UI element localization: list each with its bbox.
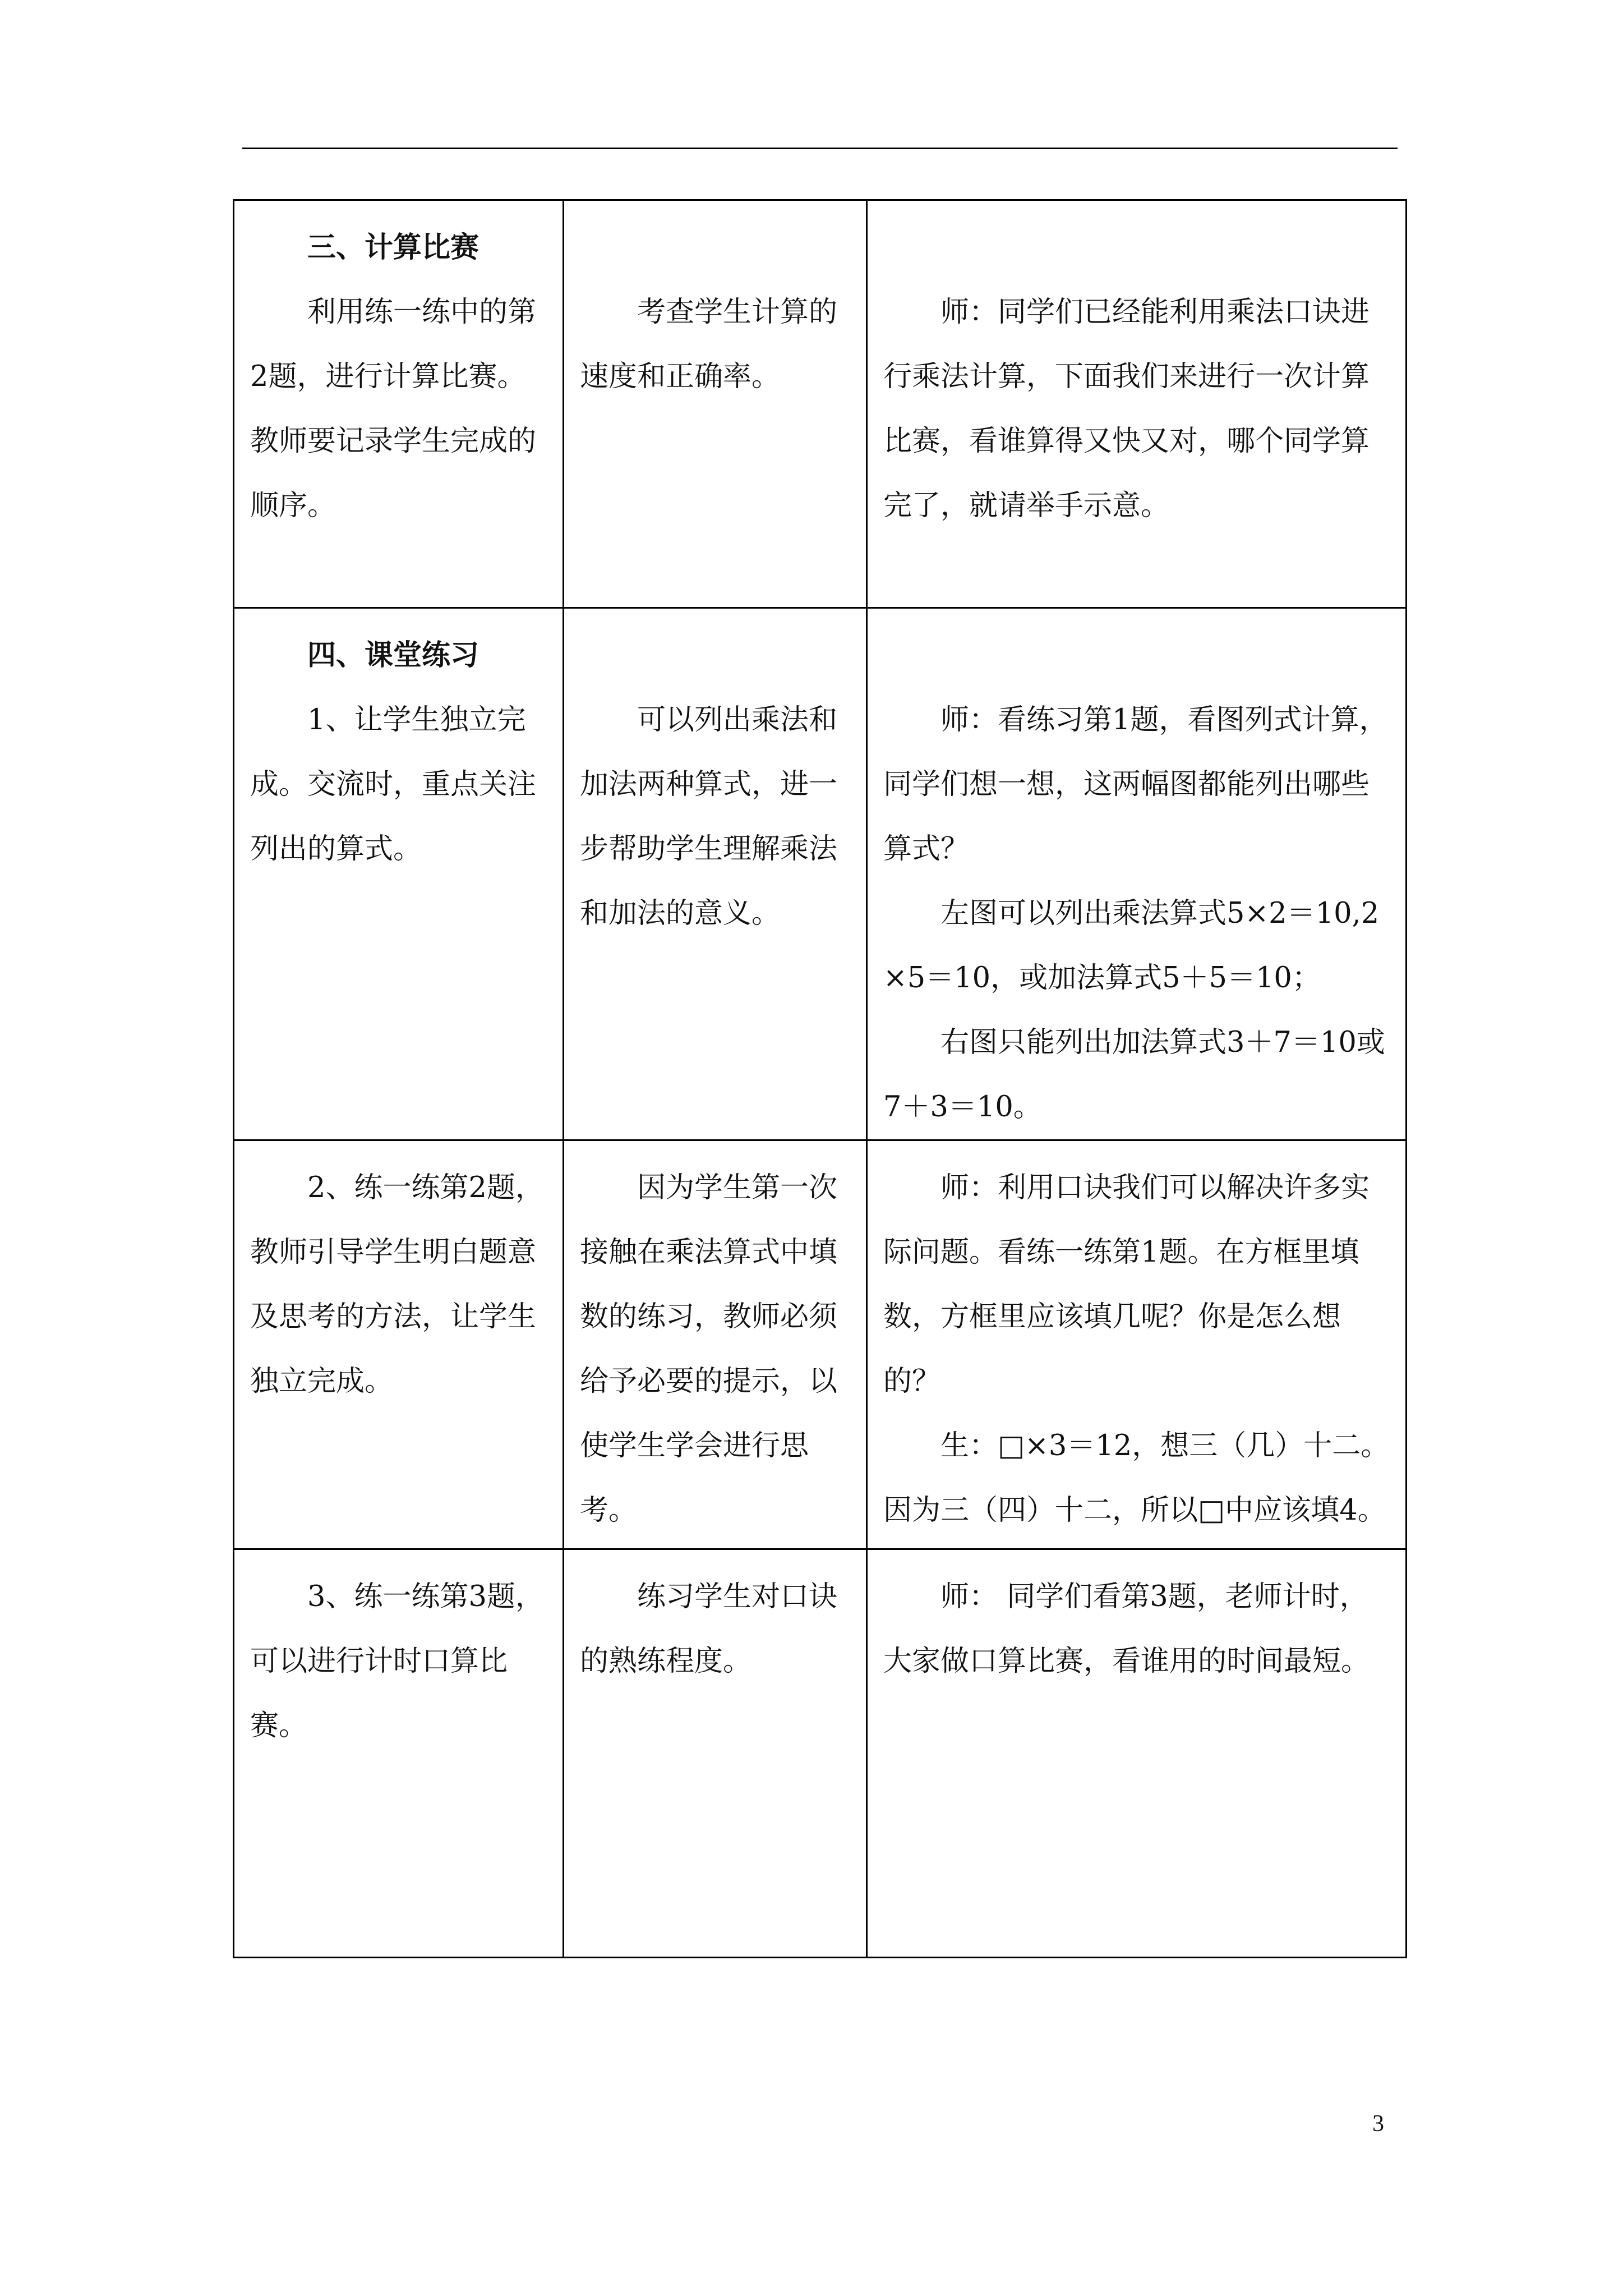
dialogue-text: 右图只能列出加法算式3＋7＝10或7＋3＝10。: [883, 1026, 1385, 1124]
header-rule: [242, 148, 1398, 149]
intent-cell: [564, 1140, 867, 1549]
dialogue-cell: [867, 200, 1407, 608]
intent-text: 考查学生计算的速度和正确率。: [580, 296, 838, 393]
table-row: [234, 1140, 1407, 1549]
dialogue-text: 师：同学们已经能利用乘法口诀进行乘法计算，下面我们来进行一次计算比赛，看谁算得又快又对，哪个同学算完了，就请举手示意。: [883, 296, 1370, 522]
dialogue-text: 左图可以列出乘法算式5×2＝10,2×5＝10，或加法算式5＋5＝10；: [883, 897, 1380, 995]
process-text: 3、练一练第3题，可以进行计时口算比赛。: [250, 1580, 544, 1742]
dialogue-text: 师： 同学们看第3题，老师计时，大家做口算比赛，看谁用的时间最短。: [883, 1580, 1370, 1678]
intent-cell: [564, 608, 867, 1140]
section-heading: 四、课堂练习: [307, 639, 479, 672]
dialogue-text: 师：利用口诀我们可以解决许多实际问题。看练一练第1题。在方框里填数，方框里应该填几呢？你是怎么想的？: [883, 1171, 1370, 1398]
dialogue-cell: [867, 1140, 1407, 1549]
dialogue-text: 生：□×3＝12，想三（几）十二。因为三（四）十二，所以□中应该填4。: [883, 1429, 1390, 1527]
process-cell: [234, 200, 564, 608]
intent-cell: [564, 1549, 867, 1958]
page-number: 3: [1372, 2111, 1384, 2137]
process-cell: [234, 1140, 564, 1549]
intent-text: 因为学生第一次接触在乘法算式中填数的练习，教师必须给予必要的提示，以使学生学会进行思考。: [580, 1171, 838, 1527]
intent-cell: [564, 200, 867, 608]
dialogue-cell: [867, 1549, 1407, 1958]
intent-text: 练习学生对口诀的熟练程度。: [580, 1580, 838, 1678]
lesson-plan-table: [233, 199, 1407, 1958]
table-row: [234, 200, 1407, 608]
table-row: [234, 1549, 1407, 1958]
section-heading: 三、计算比赛: [307, 231, 479, 264]
process-text: 2、练一练第2题，教师引导学生明白题意及思考的方法，让学生独立完成。: [250, 1171, 544, 1398]
intent-text: 可以列出乘法和加法两种算式，进一步帮助学生理解乘法和加法的意义。: [580, 703, 838, 930]
dialogue-cell: [867, 608, 1407, 1140]
process-cell: [234, 608, 564, 1140]
process-text: 利用练一练中的第2题，进行计算比赛。教师要记录学生完成的顺序。: [250, 296, 537, 522]
process-cell: [234, 1549, 564, 1958]
dialogue-text: 师：看练习第1题，看图列式计算，同学们想一想，这两幅图都能列出哪些算式？: [883, 703, 1388, 866]
process-text: 1、让学生独立完成。交流时，重点关注列出的算式。: [250, 703, 537, 866]
table-row: [234, 608, 1407, 1140]
